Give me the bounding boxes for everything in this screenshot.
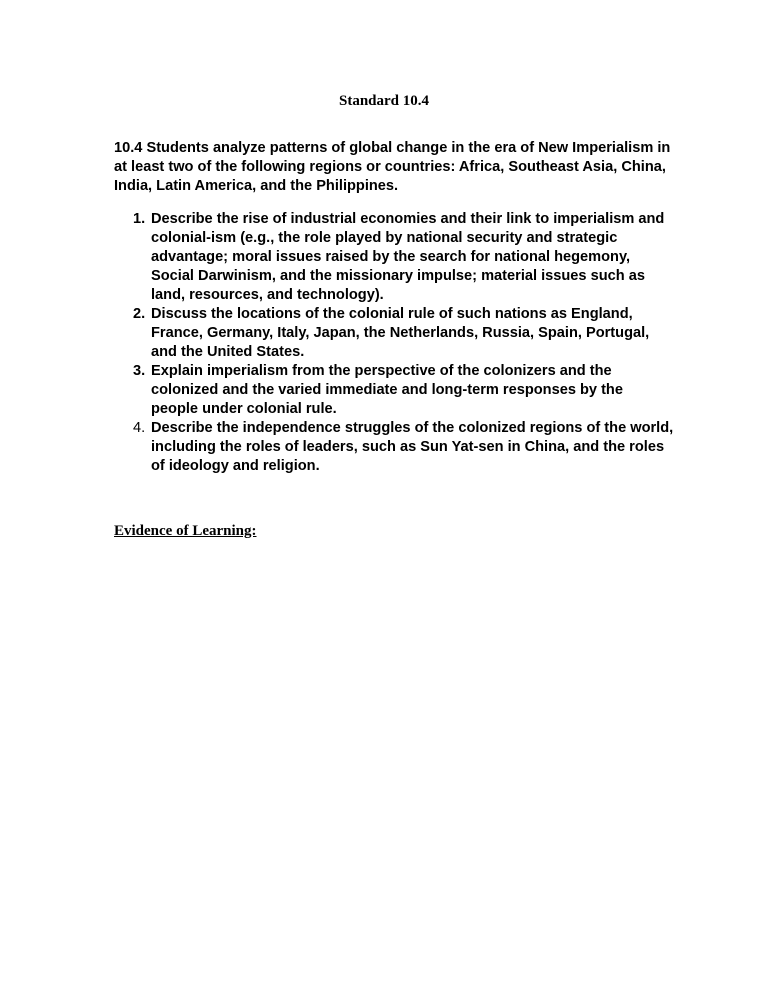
list-item: [114, 305, 674, 362]
list-item-number: 4.: [133, 420, 146, 436]
list-item-number: 1.: [133, 211, 146, 227]
list-item-number: 3.: [133, 363, 146, 379]
list-item: [114, 362, 674, 419]
evidence-of-learning-heading: Evidence of Learning:: [114, 523, 257, 539]
list-item: [114, 419, 674, 476]
page-title: Standard 10.4: [338, 93, 430, 109]
list-item: [114, 210, 674, 305]
standard-intro: 10.4 Students analyze patterns of global change in the era of New Imperialism in at least two of the following regions or countries: Africa, Southeast Asia, China, India, Latin America, and the Philippines.: [114, 140, 671, 194]
list-item-text: Describe the independence struggles of the colonized regions of the world, including the roles of leaders, such as Sun Yat-sen in China, and the roles of ideology and religion.: [151, 420, 674, 474]
objectives-list: [114, 210, 674, 476]
list-item-text: Describe the rise of industrial economies and their link to imperialism and colonial-ism (e.g., the role played by national security and strategic advantage; moral issues raised by the search for national hegemony, Social Darwinism, and the missionary impulse; material issues such as land, resources, and technology).: [151, 211, 665, 303]
list-item-text: Explain imperialism from the perspective of the colonizers and the colonized and the varied immediate and long-term responses by the people under colonial rule.: [151, 363, 623, 417]
list-item-number: 2.: [133, 306, 146, 322]
list-item-text: Discuss the locations of the colonial rule of such nations as England, France, Germany, Italy, Japan, the Netherlands, Russia, Spain, Portugal, and the United States.: [151, 306, 650, 360]
